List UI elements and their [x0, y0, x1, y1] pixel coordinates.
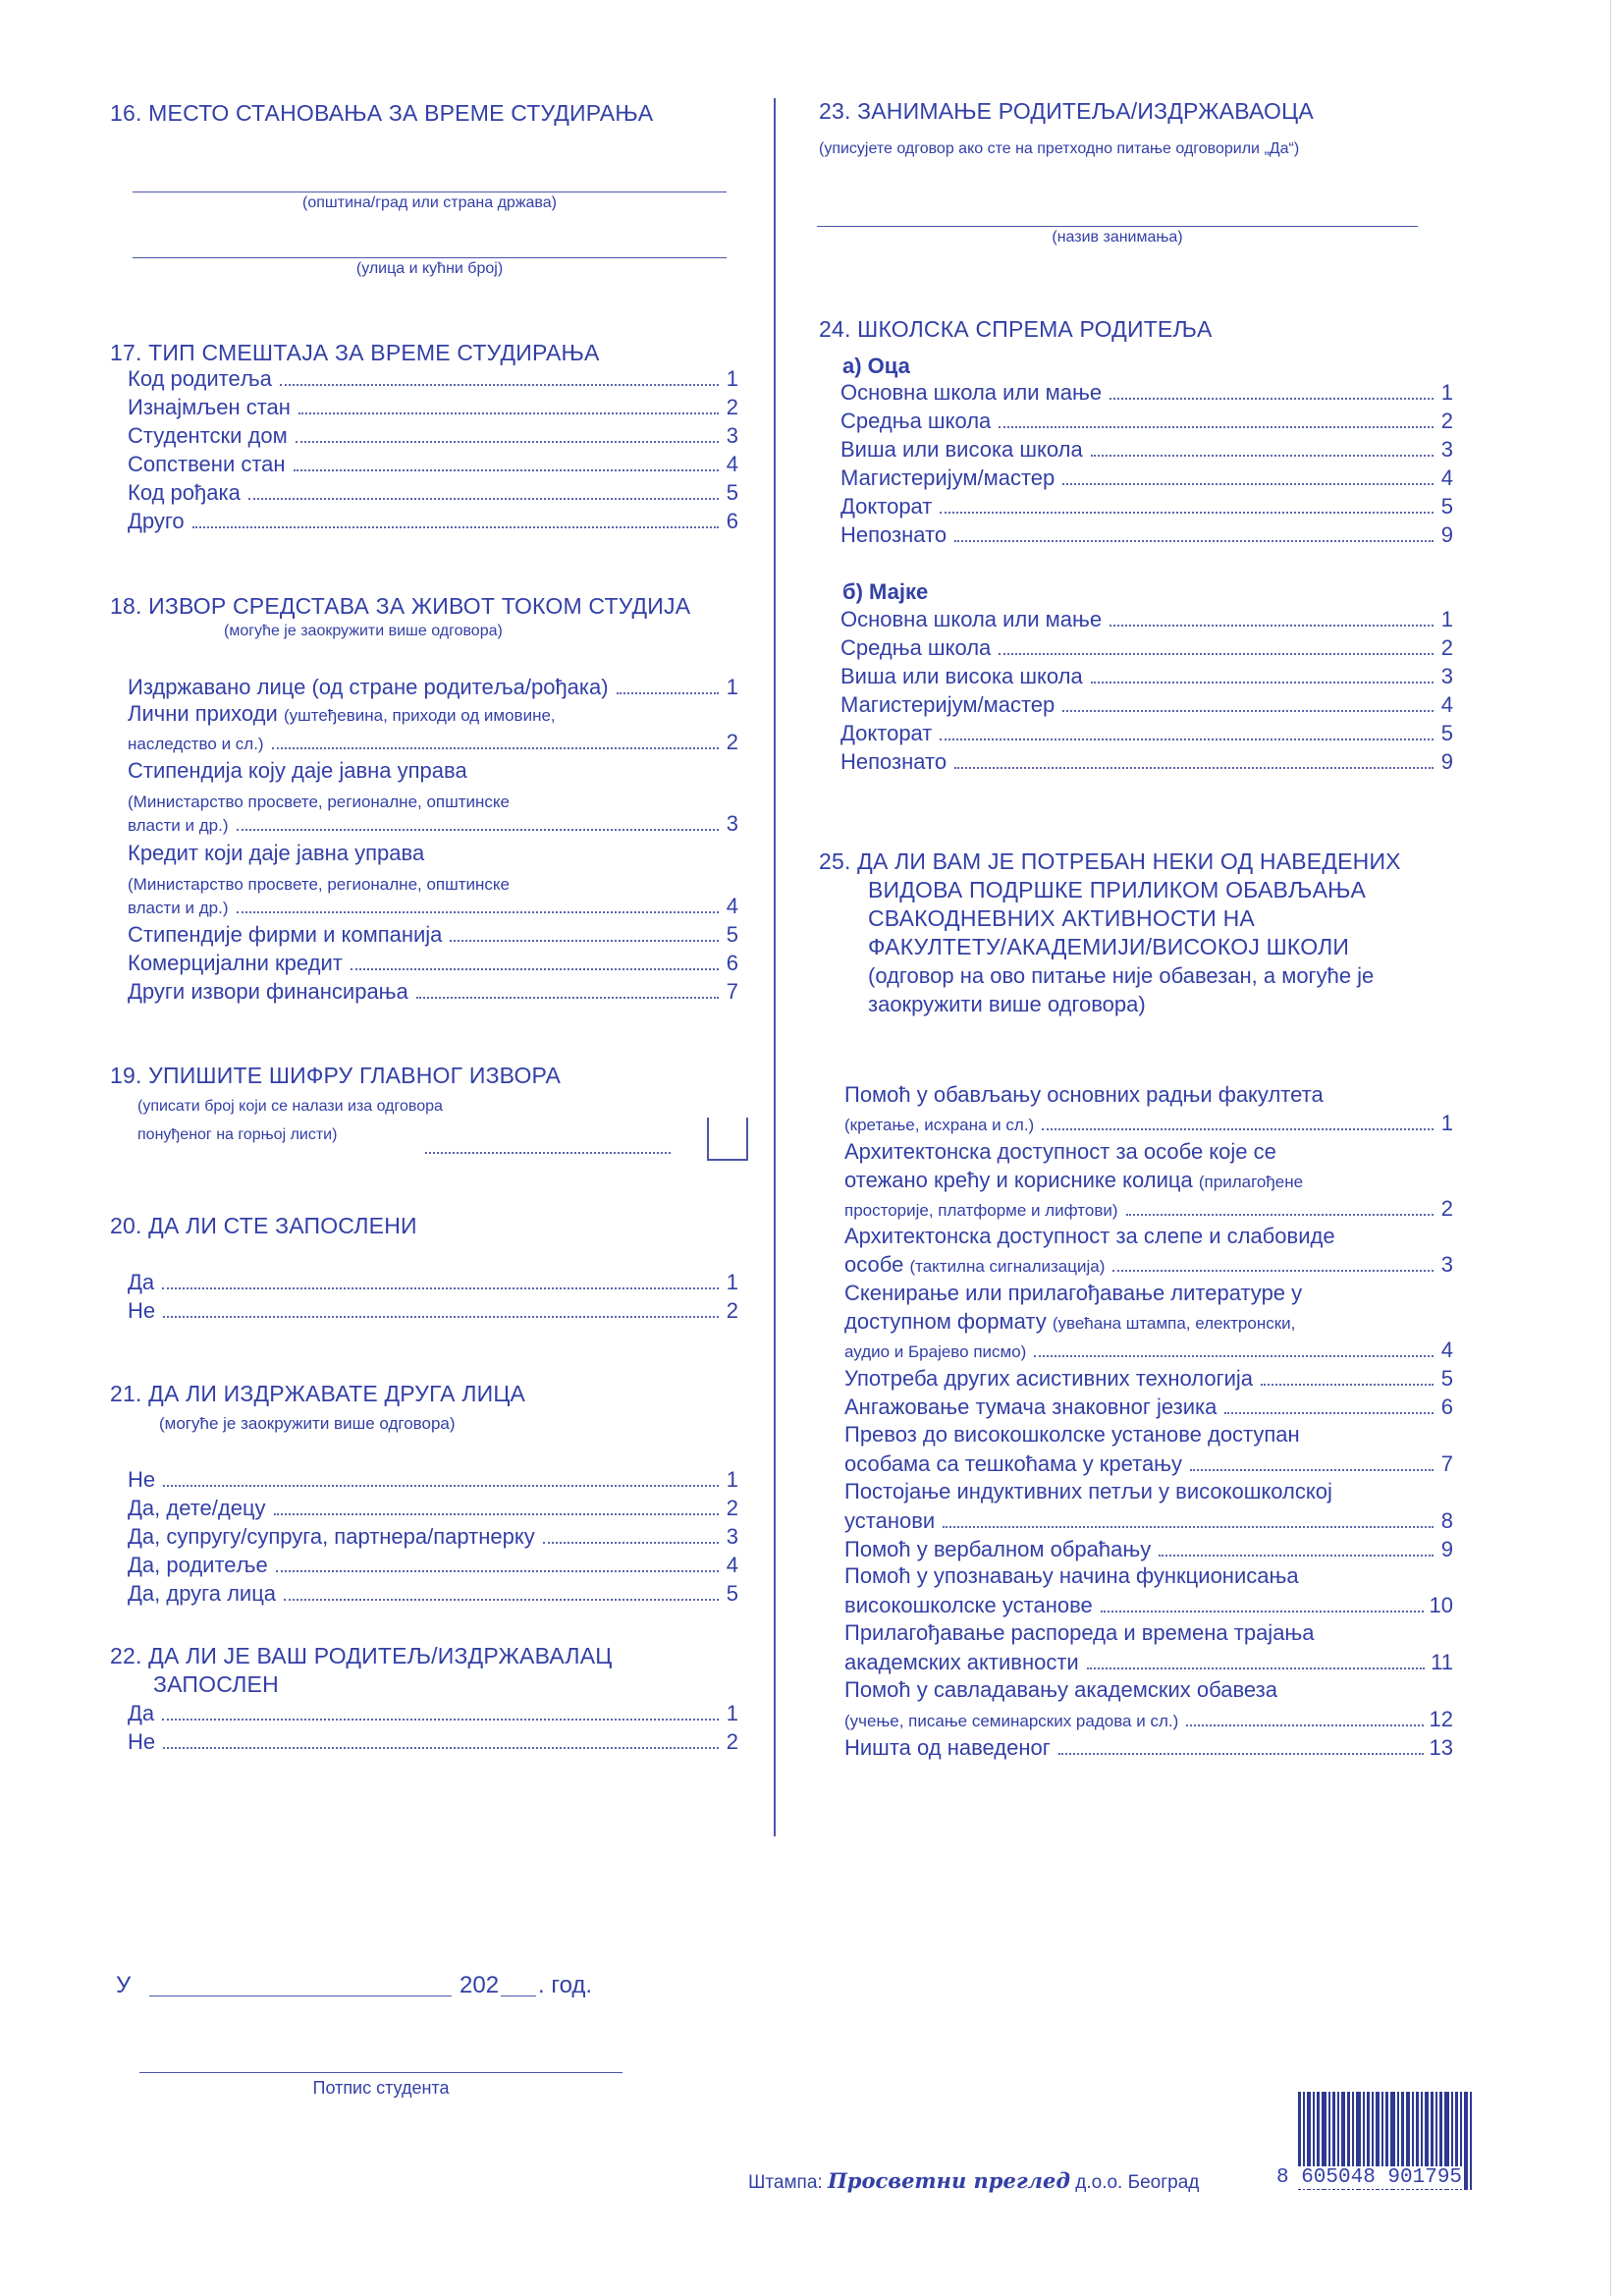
q18-option-2[interactable]: наследство и сл.) 2 [128, 730, 738, 754]
q23-note: (уписујете одговор ако сте на претходно питање одговорили „Да“) [819, 140, 1300, 157]
q16-title: 16. МЕСТО СТАНОВАЊА ЗА ВРЕМЕ СТУДИРАЊА [110, 100, 654, 126]
page-edge [1610, 0, 1611, 2296]
signature-label: Потпис студента [312, 2078, 450, 2098]
q18-option-7[interactable]: Други извори финансирања 7 [128, 979, 738, 1004]
q25-option-4-line2: доступном формату (увећана штампа, електронски, [844, 1309, 1296, 1334]
q25-option-12[interactable]: (учење, писање семинарских радова и сл.) 12 [844, 1707, 1453, 1731]
q18-option-3-line2: (Министарство просвете, регионалне, општинске [128, 793, 511, 811]
q16-line-municipality[interactable] [133, 191, 727, 192]
q16-note-municipality: (општина/град или страна држава) [302, 194, 557, 211]
q19-note-2: понуђеног на горњој листи) [137, 1126, 338, 1143]
q21-option-1[interactable]: Не 1 [128, 1467, 738, 1492]
q18-option-3-line1: Стипендија коју даје јавна управа [128, 758, 467, 783]
q24-mother-option-4[interactable]: Магистеријум/мастер 4 [840, 692, 1453, 717]
q24-father-option-1[interactable]: Основна школа или мање 1 [840, 380, 1453, 405]
q25-title-4: ФАКУЛТЕТУ/АКАДЕМИЈИ/ВИСОКОЈ ШКОЛИ [868, 934, 1350, 959]
q21-option-5[interactable]: Да, друга лица 5 [128, 1581, 738, 1606]
q23-note-occupation: (назив занимања) [1052, 229, 1183, 246]
q25-note-2: заокружити више одговора) [868, 992, 1146, 1016]
q25-title-2: ВИДОВА ПОДРШКЕ ПРИЛИКОМ ОБАВЉАЊА [868, 877, 1367, 902]
q22-option-no[interactable]: Не 2 [128, 1729, 738, 1754]
q21-option-4[interactable]: Да, родитеље 4 [128, 1553, 738, 1577]
q17-option-6[interactable]: Друго 6 [128, 509, 738, 533]
year-prefix: 202 [460, 1972, 500, 1998]
q24-mother-option-2[interactable]: Средња школа 2 [840, 635, 1453, 660]
q24-mother-title: б) Мајке [842, 579, 929, 604]
q24-title: 24. ШКОЛСКА СПРЕМА РОДИТЕЉА [819, 316, 1213, 342]
q18-option-4-line1: Кредит који даје јавна управа [128, 841, 425, 865]
q21-option-2[interactable]: Да, дете/децу 2 [128, 1496, 738, 1520]
place-date-line[interactable] [149, 1995, 452, 1996]
q25-title-3: СВАКОДНЕВНИХ АКТИВНОСТИ НА [868, 905, 1255, 931]
q22-title: 22. ДА ЛИ ЈЕ ВАШ РОДИТЕЉ/ИЗДРЖАВАЛАЦ [110, 1643, 613, 1668]
q24-mother-option-3[interactable]: Виша или висока школа 3 [840, 664, 1453, 688]
q24-father-option-4[interactable]: Магистеријум/мастер 4 [840, 465, 1453, 490]
q25-option-7[interactable]: особама са тешкоћама у кретању 7 [844, 1451, 1453, 1476]
q24-father-title: а) Оца [842, 354, 910, 378]
q24-mother-option-6[interactable]: Непознато 9 [840, 749, 1453, 774]
q18-option-4[interactable]: власти и др.) 4 [128, 894, 738, 918]
q25-option-8[interactable]: установи 8 [844, 1508, 1453, 1533]
q24-father-option-2[interactable]: Средња школа 2 [840, 409, 1453, 433]
q18-option-2-line1: Лични приходи (уштеђевина, приходи од имовине, [128, 701, 556, 726]
q20-option-no[interactable]: Не 2 [128, 1298, 738, 1323]
q25-option-3-line1: Архитектонска доступност за слепе и слабовиде [844, 1224, 1335, 1248]
year-suffix: . год. [538, 1972, 593, 1998]
q18-option-5[interactable]: Стипендије фирми и компанија 5 [128, 922, 738, 947]
place-prefix: У [116, 1972, 132, 1998]
q24-mother-option-5[interactable]: Докторат 5 [840, 721, 1453, 745]
q25-option-7-line1: Превоз до високошколске установе доступан [844, 1422, 1300, 1447]
q23-occupation-line[interactable] [817, 226, 1418, 227]
q18-option-1[interactable]: Издржавано лице (од стране родитеља/рођака) 1 [128, 675, 738, 699]
q20-option-yes[interactable]: Да 1 [128, 1270, 738, 1294]
q25-option-8-line1: Постојање индуктивних петљи у високошколској [844, 1479, 1332, 1503]
q18-title: 18. ИЗВОР СРЕДСТАВА ЗА ЖИВОТ ТОКОМ СТУДИЈА [110, 593, 691, 619]
q17-option-3[interactable]: Студентски дом 3 [128, 423, 738, 448]
barcode-number: 8 605048 901795 [1276, 2166, 1463, 2189]
q25-option-4[interactable]: аудио и Брајево писмо) 4 [844, 1338, 1453, 1362]
q25-option-10-line1: Помоћ у упознавању начина функционисања [844, 1563, 1299, 1588]
q25-option-2-line2: отежано крећу и кориснике колица (прилагођене [844, 1168, 1304, 1192]
q25-option-2-line1: Архитектонска доступност за особе које се [844, 1139, 1276, 1164]
q25-option-13[interactable]: Ништа од наведеног 13 [844, 1735, 1453, 1760]
q20-title: 20. ДА ЛИ СТЕ ЗАПОСЛЕНИ [110, 1213, 417, 1238]
q22-title-2: ЗАПОСЛЕН [153, 1671, 279, 1697]
q19-title: 19. УПИШИТЕ ШИФРУ ГЛАВНОГ ИЗВОРА [110, 1063, 562, 1088]
q17-title: 17. ТИП СМЕШТАЈА ЗА ВРЕМЕ СТУДИРАЊА [110, 340, 600, 365]
q16-note-street: (улица и кућни број) [355, 260, 504, 277]
printer-credit: Штампа: Просветни преглед д.о.о. Београд [748, 2168, 1200, 2193]
q19-code-box[interactable] [707, 1118, 748, 1161]
q23-title: 23. ЗАНИМАЊЕ РОДИТЕЉА/ИЗДРЖАВАОЦА [819, 98, 1314, 124]
q25-option-5[interactable]: Употреба других асистивних технологија 5 [844, 1366, 1453, 1391]
q25-title-1: 25. ДА ЛИ ВАМ ЈЕ ПОТРЕБАН НЕКИ ОД НАВЕДЕНИХ [819, 848, 1401, 874]
q19-note-1: (уписати број који се налази иза одговора [137, 1098, 443, 1115]
q17-option-1[interactable]: Код родитеља 1 [128, 366, 738, 391]
q24-father-option-5[interactable]: Докторат 5 [840, 494, 1453, 519]
q17-option-5[interactable]: Код рођака 5 [128, 480, 738, 505]
q21-option-3[interactable]: Да, супругу/супруга, партнера/партнерку 3 [128, 1524, 738, 1549]
year-line[interactable] [501, 1995, 536, 1996]
q17-option-2[interactable]: Изнајмљен стан 2 [128, 395, 738, 419]
q18-option-6[interactable]: Комерцијални кредит 6 [128, 951, 738, 975]
q24-father-option-3[interactable]: Виша или висока школа 3 [840, 437, 1453, 462]
q25-option-11-line1: Прилагођавање распореда и времена трајања [844, 1620, 1315, 1645]
q22-option-yes[interactable]: Да 1 [128, 1701, 738, 1725]
q25-option-1-line1: Помоћ у обављању основних радњи факултета [844, 1082, 1324, 1107]
column-divider [774, 98, 776, 1836]
q21-note: (могуће је заокружити више одговора) [159, 1414, 456, 1433]
q16-line-street[interactable] [133, 257, 727, 258]
q17-option-4[interactable]: Сопствени стан 4 [128, 452, 738, 476]
q25-option-3[interactable]: особе (тактилна сигнализација) 3 [844, 1252, 1453, 1277]
q25-option-12-line1: Помоћ у савладавању академских обавеза [844, 1677, 1277, 1702]
q25-option-4-line1: Скенирање или прилагођавање литературе у [844, 1281, 1303, 1305]
q24-mother-option-1[interactable]: Основна школа или мање 1 [840, 607, 1453, 631]
q18-note: (могуће је заокружити више одговора) [224, 623, 503, 639]
q18-option-4-line2: (Министарство просвете, регионалне, општинске [128, 875, 511, 894]
q25-option-11[interactable]: академских активности 11 [844, 1650, 1453, 1674]
q19-dotted-line [425, 1152, 671, 1154]
publisher-logo: Просветни преглед [827, 2168, 1070, 2193]
q18-option-3[interactable]: власти и др.) 3 [128, 811, 738, 836]
q24-father-option-6[interactable]: Непознато 9 [840, 522, 1453, 547]
q25-note-1: (одговор на ово питање није обавезан, а могуће је [868, 963, 1375, 988]
q25-option-1[interactable]: (кретање, исхрана и сл.) 1 [844, 1111, 1453, 1135]
q25-option-2[interactable]: просторије, платформе и лифтови) 2 [844, 1196, 1453, 1221]
q21-title: 21. ДА ЛИ ИЗДРЖАВАТЕ ДРУГА ЛИЦА [110, 1381, 526, 1406]
q25-option-6[interactable]: Ангажовање тумача знаковног језика 6 [844, 1394, 1453, 1419]
signature-line[interactable] [139, 2072, 623, 2073]
q25-option-10[interactable]: високошколске установе 10 [844, 1593, 1453, 1617]
q25-option-9[interactable]: Помоћ у вербалном обраћању 9 [844, 1537, 1453, 1561]
